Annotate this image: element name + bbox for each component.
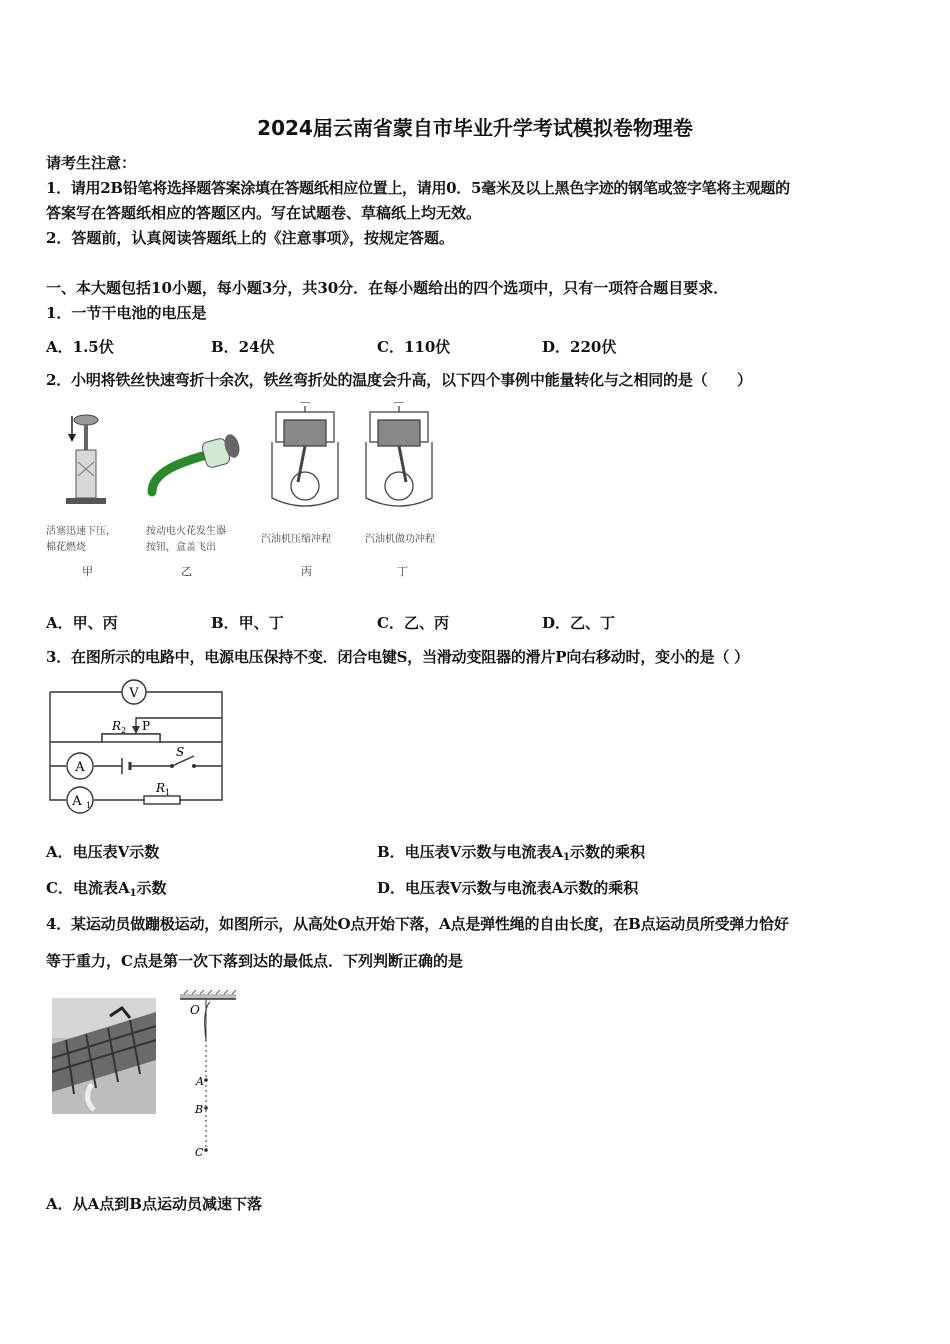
q3-option-c-text-end: 示数 [136, 879, 167, 897]
notice-heading: 请考生注意： [46, 154, 137, 172]
point-c-label: C [195, 1146, 204, 1159]
q2-option-d: D．乙、丁 [542, 614, 616, 632]
label-ding: 丁 [397, 565, 408, 578]
page-title: 2024届云南省蒙自市毕业升学考试模拟卷物理卷 [257, 116, 693, 140]
r2-subscript: 2 [121, 726, 127, 735]
q1-option-a: A．1.5伏 [46, 338, 114, 356]
q2-figures [40, 402, 460, 522]
q3-option-b [377, 841, 645, 863]
label-jia: 甲 [82, 565, 93, 578]
caption-yi-line1: 按动电火花发生器 [146, 526, 226, 537]
q3-option-b-text-end: 示数的乘积 [569, 843, 645, 861]
point-b-label: B [195, 1103, 204, 1116]
resistor-r1-symbol [144, 796, 180, 804]
rheostat-r2-symbol [102, 734, 160, 742]
q2-option-c: C．乙、丙 [377, 614, 449, 632]
caption-bing: 汽油机压缩冲程 [261, 534, 331, 545]
bungee-photo [52, 998, 156, 1114]
spark-generator-figure [152, 433, 242, 492]
point-o-label: O [190, 1003, 200, 1017]
notice-line-1b: 答案写在答题纸相应的答题区内。写在试题卷、草稿纸上均无效。 [46, 204, 482, 222]
compression-stroke-figure [272, 402, 338, 506]
q1-option-d: D．220伏 [542, 338, 617, 356]
q3-option-d: D．电压表V示数与电流表A示数的乘积 [377, 879, 639, 897]
point-a-label: A [196, 1075, 204, 1088]
q3-option-c-text: C．电流表A [46, 879, 130, 897]
ammeter-a-label: A [75, 760, 85, 775]
notice-line-1a: 1．请用2B铅笔将选择题答案涂填在答题纸相应位置上，请用0．5毫米及以上黑色字迹的钢笔或签字笔将主观题的 [46, 179, 790, 197]
r2-label: R [112, 719, 122, 733]
slider-p-label: P [142, 719, 151, 733]
caption-jia-line1: 活塞迅速下压， [46, 526, 116, 537]
switch-s-label: S [176, 745, 185, 759]
q1-option-b: B．24伏 [211, 338, 275, 356]
ammeter-a1-subscript: 1 [86, 801, 92, 810]
q1-stem: 1．一节干电池的电压是 [46, 304, 207, 322]
q3-option-b-text: B．电压表V示数与电流表A [377, 843, 563, 861]
q2-option-b: B．甲、丁 [211, 614, 284, 632]
section-heading: 一、本大题包括10小题，每小题3分，共30分．在每小题给出的四个选项中，只有一项符合题目要求． [46, 279, 729, 297]
notice-line-2: 2．答题前，认真阅读答题纸上的《注意事项》，按规定答题。 [46, 229, 454, 247]
q4-stem-line1: 4．某运动员做蹦极运动，如图所示，从高处O点开始下落，A点是弹性绳的自由长度，在B点运动员所受弹力恰好 [46, 915, 789, 933]
ammeter-a1-label: A [72, 794, 82, 809]
caption-ding: 汽油机做功冲程 [365, 534, 435, 545]
q3-option-c-subscript: 1 [129, 888, 137, 899]
q3-option-a: A．电压表V示数 [46, 843, 160, 861]
circuit-diagram [44, 676, 230, 816]
q3-stem: 3．在图所示的电路中，电源电压保持不变．闭合电键S，当滑动变阻器的滑片P向右移动时，变小的是（ ） [46, 648, 749, 666]
q2-stem: 2．小明将铁丝快速弯折十余次，铁丝弯折处的温度会升高，以下四个事例中能量转化与之相同的是（ ） [46, 371, 752, 389]
piston-cotton-figure [66, 415, 106, 504]
r1-label: R [156, 781, 166, 795]
bungee-diagram [172, 990, 242, 1160]
q1-option-c: C．110伏 [377, 338, 451, 356]
label-yi: 乙 [181, 565, 192, 578]
q4-option-a: A．从A点到B点运动员减速下落 [46, 1195, 262, 1213]
q2-option-a: A．甲、丙 [46, 614, 118, 632]
r1-subscript: 1 [165, 788, 171, 797]
caption-yi-line2: 按钮，盒盖飞出 [146, 542, 216, 553]
label-bing: 丙 [301, 565, 312, 578]
caption-jia-line2: 棉花燃烧 [46, 542, 86, 553]
power-stroke-figure [366, 402, 432, 506]
q4-stem-line2: 等于重力，C点是第一次下落到达的最低点．下列判断正确的是 [46, 952, 463, 970]
voltmeter-label: V [129, 686, 139, 701]
q3-option-c [46, 877, 167, 899]
q3-option-b-subscript: 1 [562, 852, 570, 863]
